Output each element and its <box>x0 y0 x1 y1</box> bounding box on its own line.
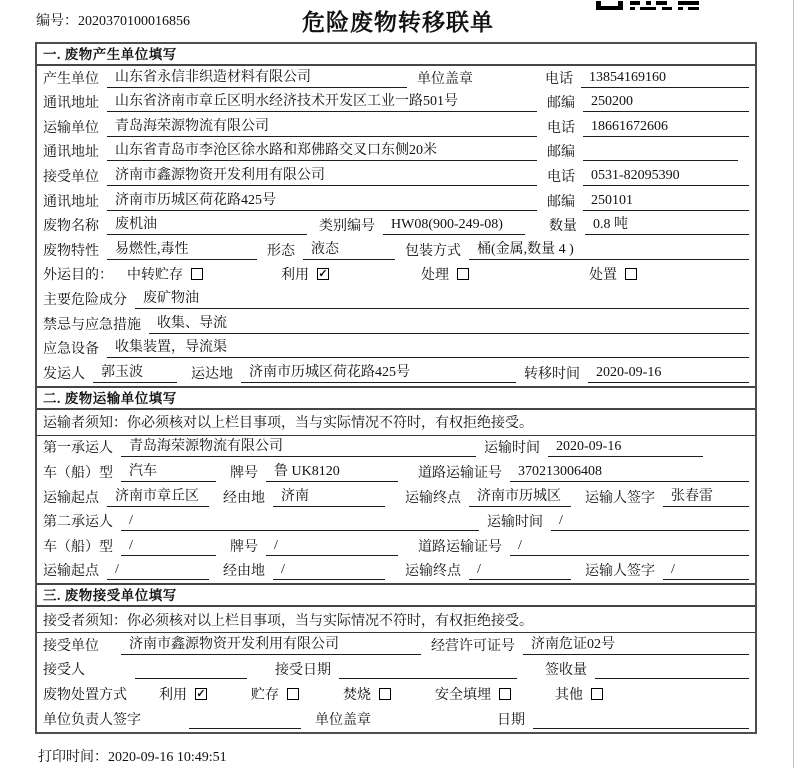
field-label: 经营许可证号 <box>431 638 515 654</box>
field-label: 邮编 <box>547 145 575 161</box>
field-value: / <box>121 538 216 556</box>
field-label: 单位盖章 <box>417 71 473 87</box>
checkbox-label: 贮存 <box>251 688 279 704</box>
page-edge-line <box>793 0 794 768</box>
checkbox-label: 处理 <box>421 268 449 284</box>
form-row <box>37 164 755 189</box>
field-value: 250200 <box>583 94 749 112</box>
field-label: 数量 <box>549 219 577 235</box>
checkbox-option <box>159 684 207 704</box>
field-label: 废物特性 <box>43 243 99 259</box>
field-value: 济南危证02号 <box>523 633 749 655</box>
section-title-generator: 一. 废物产生单位填写 <box>37 44 755 66</box>
notice-text: 运输者须知：你必须核对以上栏目事项，当与实际情况不符时，有权拒绝接受。 <box>43 416 533 432</box>
field-label: 产生单位 <box>43 71 99 87</box>
field-label: 运输终点 <box>405 490 461 506</box>
field-label: 运输时间 <box>484 441 540 457</box>
print-time-value: 2020-09-16 10:49:51 <box>108 750 227 765</box>
field-label: 类别编号 <box>319 219 375 235</box>
field-value: / <box>107 562 209 580</box>
checkbox <box>191 268 203 280</box>
field-label: 单位盖章 <box>315 712 371 728</box>
field-value: 青岛海荣源物流有限公司 <box>107 115 537 137</box>
field-value: 济南市历城区荷花路425号 <box>107 189 537 211</box>
field-value: 废矿物油 <box>135 287 749 309</box>
field-value: 18661672606 <box>583 119 749 137</box>
field-label: 应急设备 <box>43 342 99 358</box>
form-row <box>37 312 755 337</box>
section-waste-receiver <box>37 583 755 731</box>
field-label: 运达地 <box>191 366 233 382</box>
field-value <box>339 677 517 679</box>
checkbox <box>625 268 637 280</box>
checkbox-checked: ✓ <box>196 688 206 701</box>
field-value: / <box>266 538 398 556</box>
field-value: 济南市历城区荷花路425号 <box>241 361 516 383</box>
form-row <box>37 115 755 140</box>
field-label: 第二承运人 <box>43 515 113 531</box>
form-row <box>37 214 755 239</box>
form-row <box>37 140 755 165</box>
field-value: 鲁 UK8120 <box>266 460 398 482</box>
field-label: 经由地 <box>223 490 265 506</box>
field-value <box>595 677 749 679</box>
field-label: 电话 <box>545 71 573 87</box>
checkbox-option <box>127 264 203 284</box>
field-label: 日期 <box>497 712 525 728</box>
document-number-value: 2020370100016856 <box>78 14 190 29</box>
field-label: 发运人 <box>43 366 85 382</box>
field-label: 单位负责人签字 <box>43 712 141 728</box>
field-value: 废机油 <box>107 213 307 235</box>
field-value: 易燃性,毒性 <box>107 238 257 260</box>
checkbox-checked: ✓ <box>318 268 328 281</box>
field-label: 接受单位 <box>43 638 99 654</box>
field-label: 运输人签字 <box>585 564 655 580</box>
checkbox <box>499 688 511 700</box>
field-label: 包装方式 <box>405 243 461 259</box>
checkbox-option <box>251 684 299 704</box>
field-label: 签收量 <box>545 663 587 679</box>
field-label: 运输起点 <box>43 490 99 506</box>
field-value: 液态 <box>303 238 395 260</box>
field-label: 禁忌与应急措施 <box>43 317 141 333</box>
field-value: / <box>663 562 749 580</box>
print-time <box>38 746 227 766</box>
field-label: 电话 <box>547 120 575 136</box>
form-row <box>37 436 755 461</box>
field-label: 通讯地址 <box>43 194 99 210</box>
form-row <box>37 238 755 263</box>
field-value: / <box>121 513 479 531</box>
field-value: 山东省济南市章丘区明水经济技术开发区工业一路501号 <box>107 90 537 112</box>
field-label: 邮编 <box>547 96 575 112</box>
field-value: / <box>469 562 571 580</box>
field-label: 转移时间 <box>524 366 580 382</box>
checkbox-option <box>343 684 391 704</box>
checkbox <box>457 268 469 280</box>
form-row <box>37 658 755 683</box>
field-value: 2020-09-16 <box>548 439 703 457</box>
field-value: 2020-09-16 <box>588 365 749 383</box>
field-value: / <box>551 513 749 531</box>
field-value: 桶(金属,数量 4 ) <box>469 238 749 260</box>
form-row <box>37 189 755 214</box>
form-row <box>37 682 755 707</box>
form-row <box>37 91 755 116</box>
field-label: 接受日期 <box>275 663 331 679</box>
field-label: 通讯地址 <box>43 145 99 161</box>
field-value: 张春雷 <box>663 485 749 507</box>
manifest-form <box>35 42 757 734</box>
field-label: 车（船）型 <box>43 539 113 555</box>
form-row <box>37 361 755 386</box>
checkbox-label: 利用 <box>281 268 309 284</box>
checkbox-option <box>421 264 469 284</box>
field-label: 运输人签字 <box>585 490 655 506</box>
form-row <box>37 633 755 658</box>
field-label: 运输单位 <box>43 120 99 136</box>
checkbox-option <box>435 684 511 704</box>
field-label: 道路运输证号 <box>418 465 502 481</box>
field-value: 济南市历城区 <box>469 485 571 507</box>
field-value: 0.8 吨 <box>585 213 749 235</box>
field-value: 山东省永信非织造材料有限公司 <box>107 66 407 88</box>
field-value: 收集装置，导流渠 <box>107 336 749 358</box>
field-label: 接受人 <box>43 663 85 679</box>
notice-row <box>37 410 755 436</box>
field-value <box>135 677 247 679</box>
field-value: 济南 <box>273 485 385 507</box>
field-value: 济南市鑫源物资开发利用有限公司 <box>107 164 537 186</box>
form-row <box>37 510 755 535</box>
field-value: 汽车 <box>121 460 216 482</box>
field-value: 济南市章丘区 <box>107 485 209 507</box>
field-label: 主要危险成分 <box>43 292 127 308</box>
field-value: 山东省青岛市李沧区徐水路和郑佛路交叉口东侧20米 <box>107 139 537 161</box>
field-label: 运输时间 <box>487 515 543 531</box>
form-row <box>37 337 755 362</box>
document-number-label: 编号： <box>36 14 78 29</box>
field-label: 通讯地址 <box>43 96 99 112</box>
form-row <box>37 263 755 288</box>
field-value: 13854169160 <box>581 70 749 88</box>
field-value: / <box>273 562 385 580</box>
checkbox <box>591 688 603 700</box>
section-title-receiver: 三. 废物接受单位填写 <box>37 585 755 607</box>
page-title: 危险废物转移联单 <box>302 10 494 35</box>
field-value: 青岛海荣源物流有限公司 <box>121 435 476 457</box>
form-row <box>37 66 755 91</box>
field-value: 收集、导流 <box>149 312 749 334</box>
field-label: 邮编 <box>547 194 575 210</box>
field-label: 废物处置方式 <box>43 688 127 704</box>
field-value: 250101 <box>583 193 749 211</box>
checkbox-label: 利用 <box>159 688 187 704</box>
form-row <box>37 707 755 732</box>
field-value: HW08(900-249-08) <box>383 217 525 235</box>
checkbox-label: 处置 <box>589 268 617 284</box>
field-label: 形态 <box>267 243 295 259</box>
field-label: 电话 <box>547 169 575 185</box>
checkbox-label: 焚烧 <box>343 688 371 704</box>
checkbox <box>287 688 299 700</box>
field-label: 外运目的： <box>43 268 113 284</box>
field-value: 郭玉波 <box>93 361 177 383</box>
field-value <box>583 159 738 161</box>
form-row <box>37 287 755 312</box>
form-row <box>37 485 755 510</box>
field-value <box>189 727 301 729</box>
checkbox-label: 其他 <box>555 688 583 704</box>
qr-code-partial-icon <box>596 0 704 10</box>
print-time-label: 打印时间： <box>38 750 108 765</box>
field-label: 运输起点 <box>43 564 99 580</box>
checkbox-label: 中转贮存 <box>127 268 183 284</box>
field-label: 牌号 <box>230 465 258 481</box>
field-label: 运输终点 <box>405 564 461 580</box>
notice-row <box>37 607 755 633</box>
notice-text: 接受者须知：你必须核对以上栏目事项，当与实际情况不符时，有权拒绝接受。 <box>43 613 533 629</box>
field-value: / <box>510 538 749 556</box>
checkbox-option <box>281 264 329 284</box>
checkbox <box>379 688 391 700</box>
section-waste-generator <box>37 44 755 386</box>
form-row <box>37 559 755 584</box>
checkbox-option <box>555 684 603 704</box>
field-label: 接受单位 <box>43 169 99 185</box>
field-label: 废物名称 <box>43 219 99 235</box>
field-value: 370213006408 <box>510 464 749 482</box>
section-title-transporter: 二. 废物运输单位填写 <box>37 388 755 410</box>
section-waste-transporter <box>37 386 755 584</box>
form-row <box>37 534 755 559</box>
checkbox-option <box>589 264 637 284</box>
field-label: 牌号 <box>230 539 258 555</box>
field-label: 经由地 <box>223 564 265 580</box>
field-value <box>533 727 749 729</box>
field-label: 车（船）型 <box>43 465 113 481</box>
field-value: 0531-82095390 <box>583 168 749 186</box>
checkbox-label: 安全填埋 <box>435 688 491 704</box>
form-row <box>37 460 755 485</box>
field-label: 第一承运人 <box>43 441 113 457</box>
field-value: 济南市鑫源物资开发利用有限公司 <box>121 633 421 655</box>
field-label: 道路运输证号 <box>418 539 502 555</box>
